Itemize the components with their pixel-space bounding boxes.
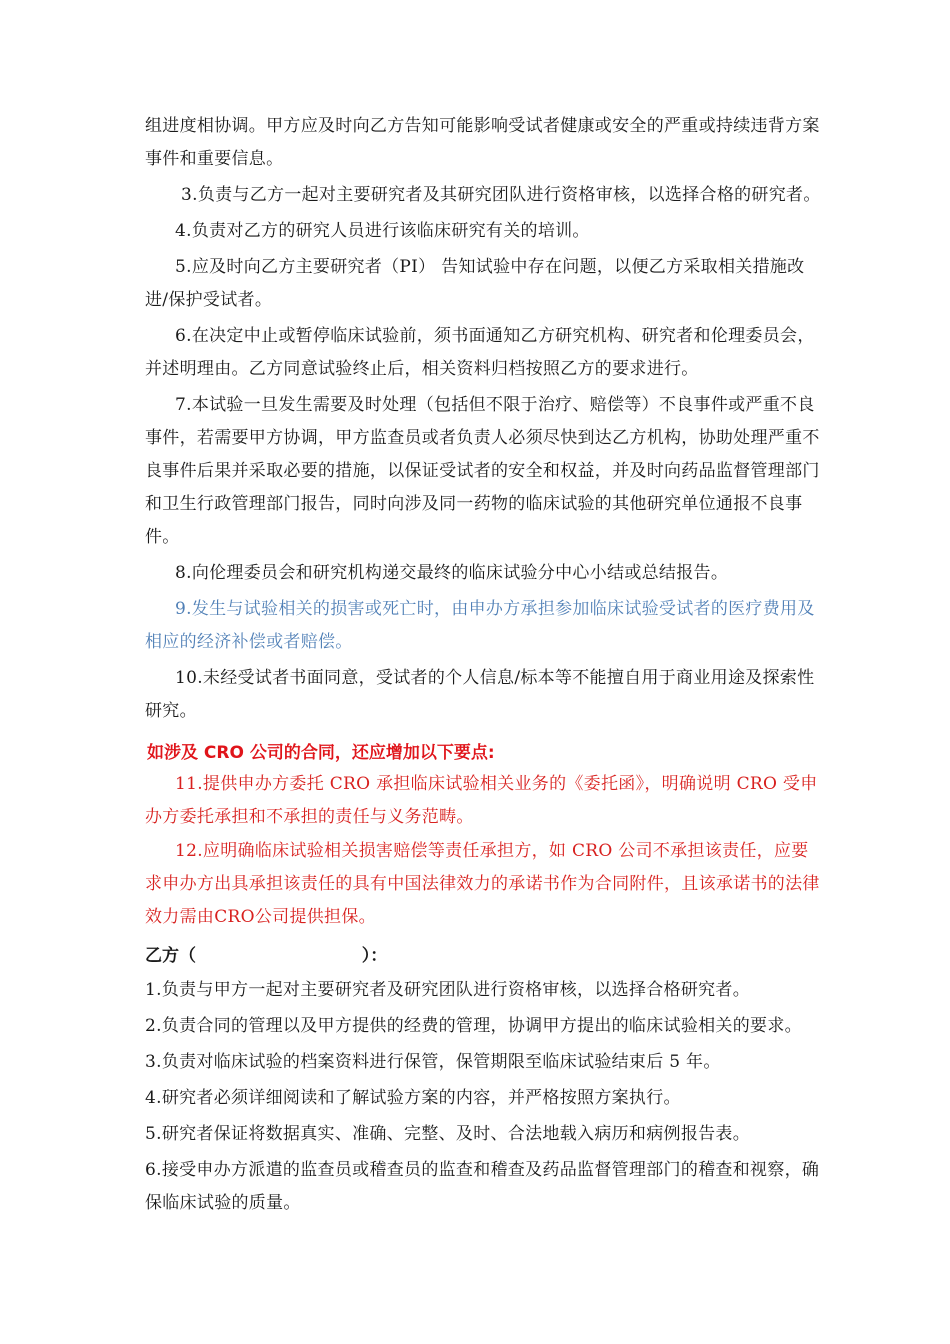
clause-a-3: 3.负责与乙方一起对主要研究者及其研究团队进行资格审核，以选择合格的研究者。 — [181, 185, 821, 205]
cro-clause-11: 11.提供申办方委托 CRO 承担临床试验相关业务的《委托函》，明确说明 CRO 受申办方委托承担和不承担的责任与义务范畴。 — [145, 774, 818, 827]
clause-a-6: 6.在决定中止或暂停临床试验前，须书面通知乙方研究机构、研究者和伦理委员会，并述明理由。乙方同意试验终止后，相关资料归档按照乙方的要求进行。 — [145, 326, 815, 379]
document-body — [145, 110, 825, 1223]
party-b-heading: 乙方（ ）： — [145, 946, 388, 966]
clause-b-1: 1.负责与甲方一起对主要研究者及研究团队进行资格审核，以选择合格研究者。 — [145, 980, 751, 1000]
clause-a-5: 5.应及时向乙方主要研究者（PI） 告知试验中存在问题，以便乙方采取相关措施改进/保护受试者。 — [145, 257, 805, 310]
clause-a-4: 4.负责对乙方的研究人员进行该临床研究有关的培训。 — [175, 221, 590, 241]
clause-a-10: 10.未经受试者书面同意，受试者的个人信息/标本等不能擅自用于商业用途及探索性研究。 — [145, 668, 815, 721]
clause-a-8: 8.向伦理委员会和研究机构递交最终的临床试验分中心小结或总结报告。 — [175, 563, 729, 583]
clause-b-4: 4.研究者必须详细阅读和了解试验方案的内容，并严格按照方案执行。 — [145, 1088, 681, 1108]
clause-b-6: 6.接受申办方派遣的监查员或稽查员的监查和稽查及药品监督管理部门的稽查和视察，确保临床试验的质量。 — [145, 1160, 820, 1213]
clause-a-9: 9.发生与试验相关的损害或死亡时，由申办方承担参加临床试验受试者的医疗费用及相应的经济补偿或者赔偿。 — [145, 599, 815, 652]
cro-clause-12: 12.应明确临床试验相关损害赔偿等责任承担方，如 CRO 公司不承担该责任，应要求申办方出具承担该责任的具有中国法律效力的承诺书作为合同附件，且该承诺书的法律效力需由CRO公司提供担保。 — [145, 841, 820, 927]
paragraph-continuation: 组进度相协调。甲方应及时向乙方告知可能影响受试者健康或安全的严重或持续违背方案事件和重要信息。 — [145, 116, 820, 169]
clause-a-7: 7.本试验一旦发生需要及时处理（包括但不限于治疗、赔偿等）不良事件或严重不良事件，若需要甲方协调，甲方监查员或者负责人必须尽快到达乙方机构，协助处理严重不良事件后果并采取必要的措施，以保证受试者的安全和权益，并及时向药品监督管理部门和卫生行政管理部门报告，同时向涉及同一药物的临床试验的其他研究单位通报不良事件。 — [145, 395, 820, 547]
clause-b-5: 5.研究者保证将数据真实、准确、完整、及时、合法地载入病历和病例报告表。 — [145, 1124, 751, 1144]
clause-b-2: 2.负责合同的管理以及甲方提供的经费的管理，协调甲方提出的临床试验相关的要求。 — [145, 1016, 802, 1036]
cro-section-heading: 如涉及 CRO 公司的合同，还应增加以下要点: — [147, 743, 495, 763]
clause-b-3: 3.负责对临床试验的档案资料进行保管，保管期限至临床试验结束后 5 年。 — [145, 1052, 721, 1072]
